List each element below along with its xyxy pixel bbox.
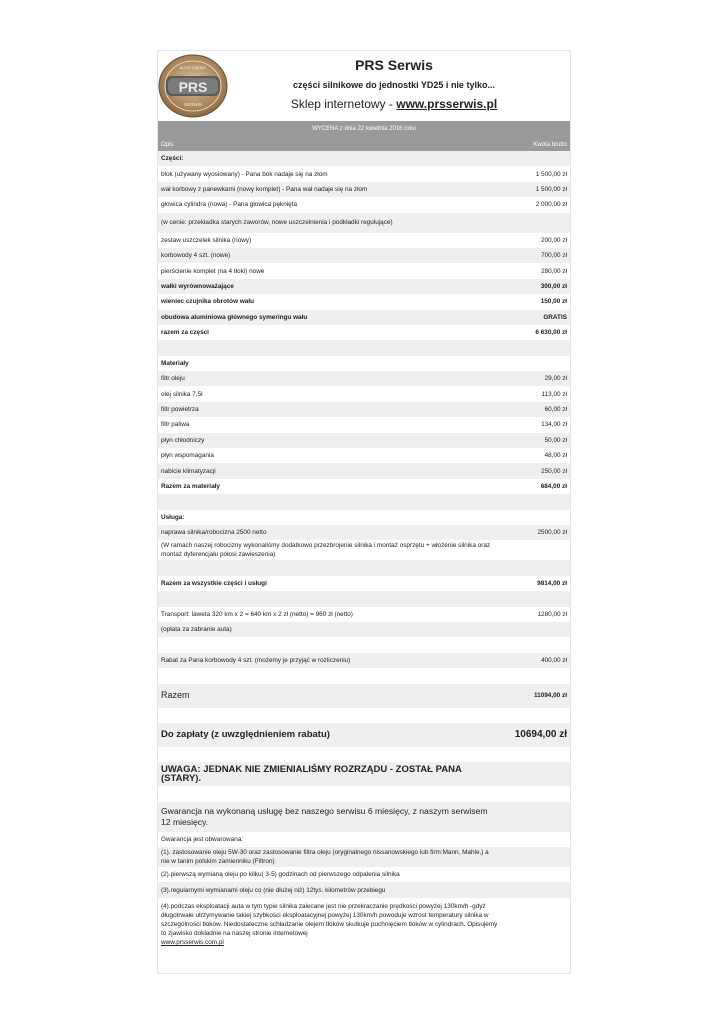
row-description: Razem za materiały <box>161 483 220 490</box>
table-row <box>158 622 570 637</box>
quote-page <box>157 50 571 974</box>
company-subtitle: części silnikowe do jednostki YD25 i nie tylko... <box>293 80 495 90</box>
row-description: filtr oleju <box>161 375 185 383</box>
row-description: razem za części <box>161 329 209 337</box>
quote-header-bar <box>158 121 570 151</box>
row-amount: 400,00 zł <box>541 656 567 664</box>
row-description: Gwarancja na wykonaną usługę bez naszego serwisu 6 miesięcy, z naszym serwisem 12 miesięcy. <box>161 805 488 827</box>
row-description: obudowa aluminiowa głównego symeringu wału <box>161 313 308 321</box>
row-description: płyn chłodniczy <box>161 436 205 444</box>
row-description: korbowody 4 szt. (nowe) <box>161 252 231 260</box>
table-row <box>158 684 570 708</box>
row-description: naprawa silnika/robocizna 2500 netto <box>161 529 267 537</box>
table-row <box>158 213 570 233</box>
row-description: pierścienie komplet (na 4 tłoki) nowe <box>161 267 265 275</box>
quote-table <box>158 151 570 958</box>
row-description: Gwarancja jest obwarowana: <box>161 835 244 843</box>
row-amount: 1280,00 zł <box>537 610 567 618</box>
row-description: wieniec czujnika obrotów wału <box>161 298 255 306</box>
row-description: (3).regularnymi wymianami oleju co (nie dłużej niż) 12tys. kilometrów przebiegu <box>161 886 386 894</box>
row-description: (W ramach naszej robocizny wykonaliśmy dodatkowo przezbrojenie silnika i montaż osprzętu + włożenie silnika oraz montaż dyferencjału półosi zawieszenia) <box>161 542 491 559</box>
row-amount: 250,00 zł <box>541 467 567 475</box>
table-row <box>158 510 570 525</box>
row-amount: 113,00 zł <box>541 390 567 398</box>
page-header <box>158 51 570 121</box>
row-description: (opłata za zabranie auta) <box>161 626 232 634</box>
row-description: (2).pierwszą wymianą oleju po kilku( 3-5) godzinach od pierwszego odpalenia silnika <box>161 871 400 879</box>
row-description: UWAGA: JEDNAK NIE ZMIENIALIŚMY ROZRZĄDU - ZOSTAŁ PANA (STARY). <box>161 764 462 785</box>
row-description: płyn wspomagania <box>161 452 214 460</box>
table-row <box>158 433 570 448</box>
table-row <box>158 882 570 897</box>
row-amount: 280,00 zł <box>541 267 567 275</box>
table-row <box>158 747 570 762</box>
table-row <box>158 479 570 494</box>
row-amount: 2500,00 zł <box>537 529 567 537</box>
table-row <box>158 898 570 958</box>
table-row <box>158 386 570 401</box>
row-description: Usługa: <box>161 513 185 521</box>
svg-text:PRS: PRS <box>178 79 208 95</box>
row-amount: 1 500,00 zł <box>535 185 567 193</box>
row-description: (w cenie: przekładka starych zaworów, nowe uszczelnienia i podkładki regulujące) <box>161 219 393 227</box>
row-description: Do zapłaty (z uwzględnieniem rabatu) <box>161 729 330 741</box>
table-row <box>158 248 570 263</box>
table-row <box>158 762 570 786</box>
table-row <box>158 325 570 340</box>
row-description: Transport: laweta 320 km x 2 = 640 km x 2 zł (netto) = 960 zł (netto) <box>161 610 353 618</box>
row-description: wałki wyrównoważające <box>161 282 234 290</box>
row-amount: 29,00 zł <box>544 375 567 383</box>
row-description: wał korbowy z panewkami (nowy komplet) - Pana wał nadaje się na złom <box>161 185 368 193</box>
footer-website-link[interactable]: www.prsserwis.com.pl <box>161 938 224 946</box>
column-amount-header: Kwota brutto <box>533 142 567 148</box>
shop-link[interactable]: www.prsserwis.pl <box>396 97 498 111</box>
row-description: Rabat za Pana korbowody 4 szt. (możemy je przyjąć w rozliczeniu) <box>161 656 351 664</box>
svg-text:SERWIS: SERWIS <box>184 102 202 107</box>
row-description: zestaw uszczelek silnika (nowy) <box>161 236 252 244</box>
table-row <box>158 371 570 386</box>
table-row <box>158 668 570 683</box>
row-amount: 1 500,00 zł <box>535 170 567 178</box>
table-row <box>158 294 570 309</box>
shop-line <box>158 97 570 111</box>
table-row <box>158 637 570 652</box>
row-description: Razem za wszystkie części i usługi <box>161 579 267 587</box>
row-amount: 134,00 zł <box>541 421 567 429</box>
table-row <box>158 279 570 294</box>
row-description: blok (używany wyosiowany) - Pana bok nadaje się na złom <box>161 170 328 178</box>
row-description: olej silnika 7,5l <box>161 390 203 398</box>
row-amount: 150,00 zł <box>540 298 567 306</box>
table-row <box>158 233 570 248</box>
row-description: filtr paliwa <box>161 421 190 429</box>
table-row <box>158 560 570 575</box>
table-row <box>158 197 570 212</box>
table-row <box>158 494 570 509</box>
shop-prefix: Sklep internetowy - <box>290 97 397 111</box>
row-description: Materiały <box>161 359 189 367</box>
row-amount: 50,00 zł <box>544 436 567 444</box>
row-amount: 10694,00 zł <box>514 729 567 741</box>
table-row <box>158 448 570 463</box>
table-row <box>158 463 570 478</box>
table-row <box>158 525 570 540</box>
row-amount: 48,00 zł <box>544 452 567 460</box>
row-amount: GRATIS <box>543 313 567 321</box>
table-row <box>158 653 570 668</box>
table-row <box>158 708 570 723</box>
company-title: PRS Serwis <box>355 57 433 73</box>
table-row <box>158 867 570 882</box>
svg-text:AUTO CZĘŚCI: AUTO CZĘŚCI <box>179 65 207 70</box>
row-description: filtr powietrza <box>161 406 199 414</box>
row-amount: 300,00 zł <box>540 282 567 290</box>
table-row <box>158 356 570 371</box>
row-amount: 11094,00 zł <box>533 692 567 699</box>
table-row <box>158 151 570 166</box>
table-row <box>158 847 570 867</box>
table-row <box>158 182 570 197</box>
row-description: (1). zastosowanie oleju 5W-30 oraz zastosowanie filtra oleju (oryginalnego nissanowskiego lub firm:Mann, Mahle,) a nie w tanim polskim zamienniku (Filtron) <box>161 849 489 866</box>
table-row <box>158 310 570 325</box>
row-amount: 684,00 zł <box>540 483 567 490</box>
row-amount: 700,00 zł <box>541 252 567 260</box>
table-row <box>158 576 570 591</box>
table-row <box>158 340 570 355</box>
table-row <box>158 540 570 560</box>
row-amount: 6 630,00 zł <box>535 329 567 337</box>
row-amount: 2 000,00 zł <box>535 201 567 209</box>
table-row <box>158 263 570 278</box>
table-row <box>158 786 570 801</box>
column-desc-header: Opis <box>161 142 174 148</box>
row-description: (4).podczas eksploatacji auta w tym typie silnika zalecane jest nie przekraczanie prędkości powyżej 130km/h -gdyż długotrwałe utrzymywanie takiej szybkości eksploatacyjnej powyżej 130km/h powoduje wzrost temperatury silnika w szczególności tłoków. Niedostateczne schładzanie olejem tłoków skutkuje puchnięciem tłoków w cylindrach. Opisujemy to zjawisko dokładnie na naszej stronie internetowej www.prsserwis.com.pl <box>161 902 498 946</box>
row-description: głowica cylindra (nowa) - Pana głowica pęknięta <box>161 201 298 209</box>
row-description: Razem <box>161 690 190 700</box>
table-row <box>158 832 570 847</box>
row-description: Części: <box>161 155 184 163</box>
table-row <box>158 402 570 417</box>
row-amount: 60,00 zł <box>544 406 567 414</box>
row-amount: 9814,00 zł <box>537 579 567 587</box>
row-amount: 200,00 zł <box>541 236 567 244</box>
table-row <box>158 607 570 622</box>
table-row <box>158 417 570 432</box>
table-row <box>158 723 570 747</box>
table-row <box>158 802 570 832</box>
table-row <box>158 166 570 181</box>
quote-date: WYCENA z dnia 22 kwietnia 2016 roku <box>312 126 416 132</box>
table-row <box>158 591 570 606</box>
row-description: nabicie klimatyzacji <box>161 467 216 475</box>
